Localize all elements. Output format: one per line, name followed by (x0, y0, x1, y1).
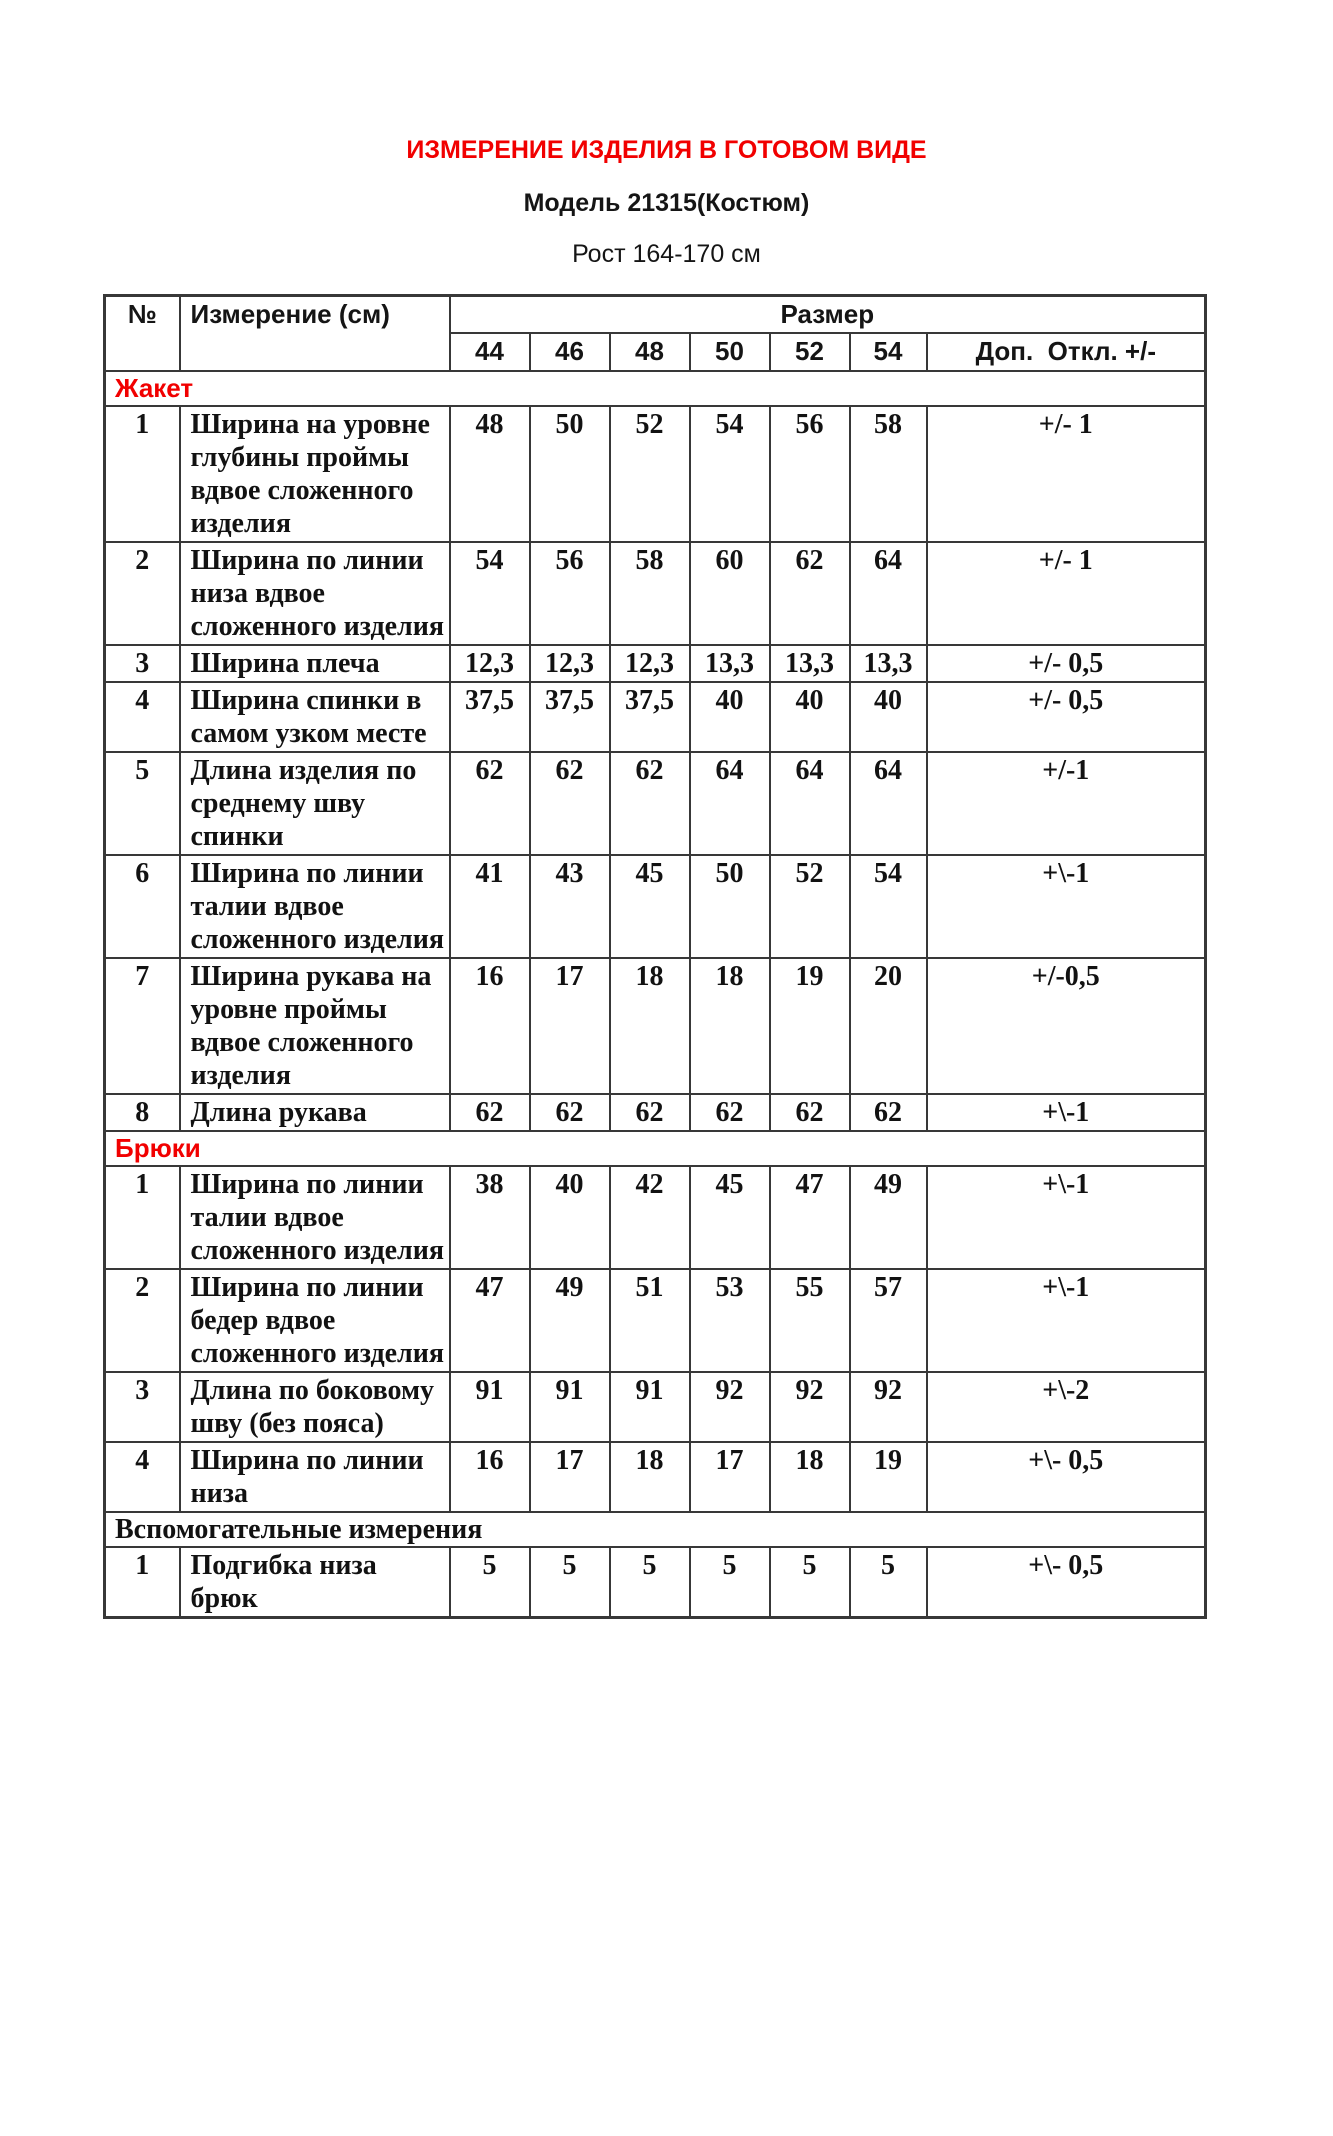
size-value-cell: 91 (610, 1372, 690, 1442)
size-value-cell: 19 (850, 1442, 927, 1512)
size-value-cell: 47 (450, 1269, 530, 1372)
table-row (105, 1166, 1206, 1269)
tolerance-value-cell: +\-2 (927, 1372, 1206, 1442)
size-value-cell: 12,3 (530, 645, 610, 682)
tolerance-value-cell: +\-1 (927, 1094, 1206, 1131)
size-value-cell: 40 (690, 682, 770, 752)
size-value-cell: 18 (770, 1442, 850, 1512)
size-value-cell: 60 (690, 542, 770, 645)
size-value-cell: 18 (690, 958, 770, 1094)
size-value-cell: 48 (450, 406, 530, 542)
size-value-cell: 62 (770, 1094, 850, 1131)
size-value-cell: 64 (850, 542, 927, 645)
tolerance-value-cell: +\- 0,5 (927, 1442, 1206, 1512)
col-header-number: № (105, 296, 180, 372)
tolerance-value-cell: +/- 0,5 (927, 645, 1206, 682)
size-value-cell: 54 (690, 406, 770, 542)
size-value-cell: 62 (610, 752, 690, 855)
section-row-1 (105, 1131, 1206, 1166)
table-row (105, 542, 1206, 645)
size-value-cell: 64 (690, 752, 770, 855)
section-header-0: Жакет (105, 371, 1206, 406)
size-value-cell: 41 (450, 855, 530, 958)
row-number-cell: 8 (105, 1094, 180, 1131)
col-header-tolerance: Доп. Откл. +/- (927, 333, 1206, 371)
tolerance-value-cell: +\-1 (927, 1269, 1206, 1372)
size-value-cell: 91 (450, 1372, 530, 1442)
size-value-cell: 37,5 (450, 682, 530, 752)
measurement-label-cell: Длина рукава (180, 1094, 450, 1131)
size-value-cell: 54 (450, 542, 530, 645)
measurement-label-cell: Длина изделия по среднему шву спинки (180, 752, 450, 855)
size-value-cell: 92 (850, 1372, 927, 1442)
size-value-cell: 16 (450, 958, 530, 1094)
row-number-cell: 3 (105, 1372, 180, 1442)
measurements-table (103, 294, 1207, 1619)
row-number-cell: 1 (105, 406, 180, 542)
size-value-cell: 56 (530, 542, 610, 645)
size-value-cell: 49 (530, 1269, 610, 1372)
row-number-cell: 7 (105, 958, 180, 1094)
tolerance-value-cell: +/-1 (927, 752, 1206, 855)
size-value-cell: 38 (450, 1166, 530, 1269)
size-value-cell: 62 (850, 1094, 927, 1131)
size-value-cell: 5 (610, 1547, 690, 1618)
size-value-cell: 17 (530, 958, 610, 1094)
size-value-cell: 20 (850, 958, 927, 1094)
tolerance-value-cell: +/- 0,5 (927, 682, 1206, 752)
size-value-cell: 92 (770, 1372, 850, 1442)
size-value-cell: 43 (530, 855, 610, 958)
col-header-size-52: 52 (770, 333, 850, 371)
row-number-cell: 4 (105, 1442, 180, 1512)
size-value-cell: 16 (450, 1442, 530, 1512)
size-value-cell: 58 (610, 542, 690, 645)
size-value-cell: 62 (450, 752, 530, 855)
col-header-size-44: 44 (450, 333, 530, 371)
tolerance-value-cell: +/- 1 (927, 542, 1206, 645)
col-header-size-48: 48 (610, 333, 690, 371)
size-value-cell: 18 (610, 958, 690, 1094)
section-row-0 (105, 371, 1206, 406)
row-number-cell: 3 (105, 645, 180, 682)
size-value-cell: 40 (770, 682, 850, 752)
size-value-cell: 37,5 (530, 682, 610, 752)
row-number-cell: 1 (105, 1547, 180, 1618)
measurement-label-cell: Ширина по линии талии вдвое сложенного изделия (180, 1166, 450, 1269)
size-value-cell: 5 (450, 1547, 530, 1618)
table-row (105, 1372, 1206, 1442)
size-value-cell: 47 (770, 1166, 850, 1269)
size-value-cell: 50 (530, 406, 610, 542)
row-number-cell: 1 (105, 1166, 180, 1269)
size-value-cell: 17 (690, 1442, 770, 1512)
size-value-cell: 5 (770, 1547, 850, 1618)
row-number-cell: 5 (105, 752, 180, 855)
size-value-cell: 42 (610, 1166, 690, 1269)
height-note: Рост 164-170 см (572, 240, 761, 268)
size-value-cell: 45 (610, 855, 690, 958)
size-value-cell: 18 (610, 1442, 690, 1512)
tolerance-value-cell: +\-1 (927, 855, 1206, 958)
table-row (105, 855, 1206, 958)
size-value-cell: 17 (530, 1442, 610, 1512)
size-value-cell: 51 (610, 1269, 690, 1372)
section-row-2 (105, 1512, 1206, 1547)
table-header-row-1 (105, 296, 1206, 334)
tolerance-value-cell: +/-0,5 (927, 958, 1206, 1094)
section-header-1: Брюки (105, 1131, 1206, 1166)
size-value-cell: 40 (530, 1166, 610, 1269)
table-row (105, 645, 1206, 682)
size-value-cell: 56 (770, 406, 850, 542)
measurement-label-cell: Ширина по линии низа (180, 1442, 450, 1512)
size-value-cell: 55 (770, 1269, 850, 1372)
table-row (105, 1269, 1206, 1372)
size-value-cell: 13,3 (690, 645, 770, 682)
measurement-label-cell: Ширина по линии талии вдвое сложенного изделия (180, 855, 450, 958)
tolerance-value-cell: +\-1 (927, 1166, 1206, 1269)
size-value-cell: 92 (690, 1372, 770, 1442)
size-value-cell: 62 (530, 752, 610, 855)
measurement-label-cell: Ширина спинки в самом узком месте (180, 682, 450, 752)
model-subtitle: Модель 21315(Костюм) (523, 189, 810, 217)
col-header-size-46: 46 (530, 333, 610, 371)
size-value-cell: 53 (690, 1269, 770, 1372)
size-value-cell: 62 (530, 1094, 610, 1131)
measurement-label-cell: Длина по боковому шву (без пояса) (180, 1372, 450, 1442)
size-value-cell: 58 (850, 406, 927, 542)
size-value-cell: 62 (450, 1094, 530, 1131)
size-value-cell: 45 (690, 1166, 770, 1269)
size-value-cell: 49 (850, 1166, 927, 1269)
col-header-size-54: 54 (850, 333, 927, 371)
size-value-cell: 57 (850, 1269, 927, 1372)
size-value-cell: 52 (770, 855, 850, 958)
size-value-cell: 50 (690, 855, 770, 958)
size-value-cell: 62 (770, 542, 850, 645)
row-number-cell: 2 (105, 542, 180, 645)
measurement-label-cell: Ширина плеча (180, 645, 450, 682)
table-row (105, 1547, 1206, 1618)
size-value-cell: 5 (530, 1547, 610, 1618)
table-row (105, 752, 1206, 855)
size-value-cell: 19 (770, 958, 850, 1094)
size-value-cell: 54 (850, 855, 927, 958)
col-header-measurement: Измерение (см) (180, 296, 450, 372)
size-value-cell: 40 (850, 682, 927, 752)
size-value-cell: 5 (850, 1547, 927, 1618)
size-value-cell: 64 (770, 752, 850, 855)
tolerance-value-cell: +/- 1 (927, 406, 1206, 542)
row-number-cell: 6 (105, 855, 180, 958)
row-number-cell: 2 (105, 1269, 180, 1372)
table-row (105, 682, 1206, 752)
section-header-2: Вспомогательные измерения (105, 1512, 1206, 1547)
size-value-cell: 5 (690, 1547, 770, 1618)
tolerance-value-cell: +\- 0,5 (927, 1547, 1206, 1618)
size-value-cell: 12,3 (610, 645, 690, 682)
size-value-cell: 12,3 (450, 645, 530, 682)
measurement-label-cell: Ширина рукава на уровне проймы вдвое сложенного изделия (180, 958, 450, 1094)
table-row (105, 1094, 1206, 1131)
size-value-cell: 13,3 (770, 645, 850, 682)
table-row (105, 1442, 1206, 1512)
document-title: ИЗМЕРЕНИЕ ИЗДЕЛИЯ В ГОТОВОМ ВИДЕ (406, 136, 927, 164)
size-value-cell: 64 (850, 752, 927, 855)
row-number-cell: 4 (105, 682, 180, 752)
document-page (0, 136, 1333, 1619)
size-value-cell: 62 (690, 1094, 770, 1131)
measurement-label-cell: Подгибка низа брюк (180, 1547, 450, 1618)
col-header-size-50: 50 (690, 333, 770, 371)
size-value-cell: 52 (610, 406, 690, 542)
measurement-label-cell: Ширина по линии низа вдвое сложенного изделия (180, 542, 450, 645)
table-row (105, 958, 1206, 1094)
size-value-cell: 91 (530, 1372, 610, 1442)
size-value-cell: 62 (610, 1094, 690, 1131)
size-value-cell: 37,5 (610, 682, 690, 752)
size-value-cell: 13,3 (850, 645, 927, 682)
table-row (105, 406, 1206, 542)
measurement-label-cell: Ширина по линии бедер вдвое сложенного изделия (180, 1269, 450, 1372)
measurement-label-cell: Ширина на уровне глубины проймы вдвое сложенного изделия (180, 406, 450, 542)
col-header-size-group: Размер (450, 296, 1206, 334)
